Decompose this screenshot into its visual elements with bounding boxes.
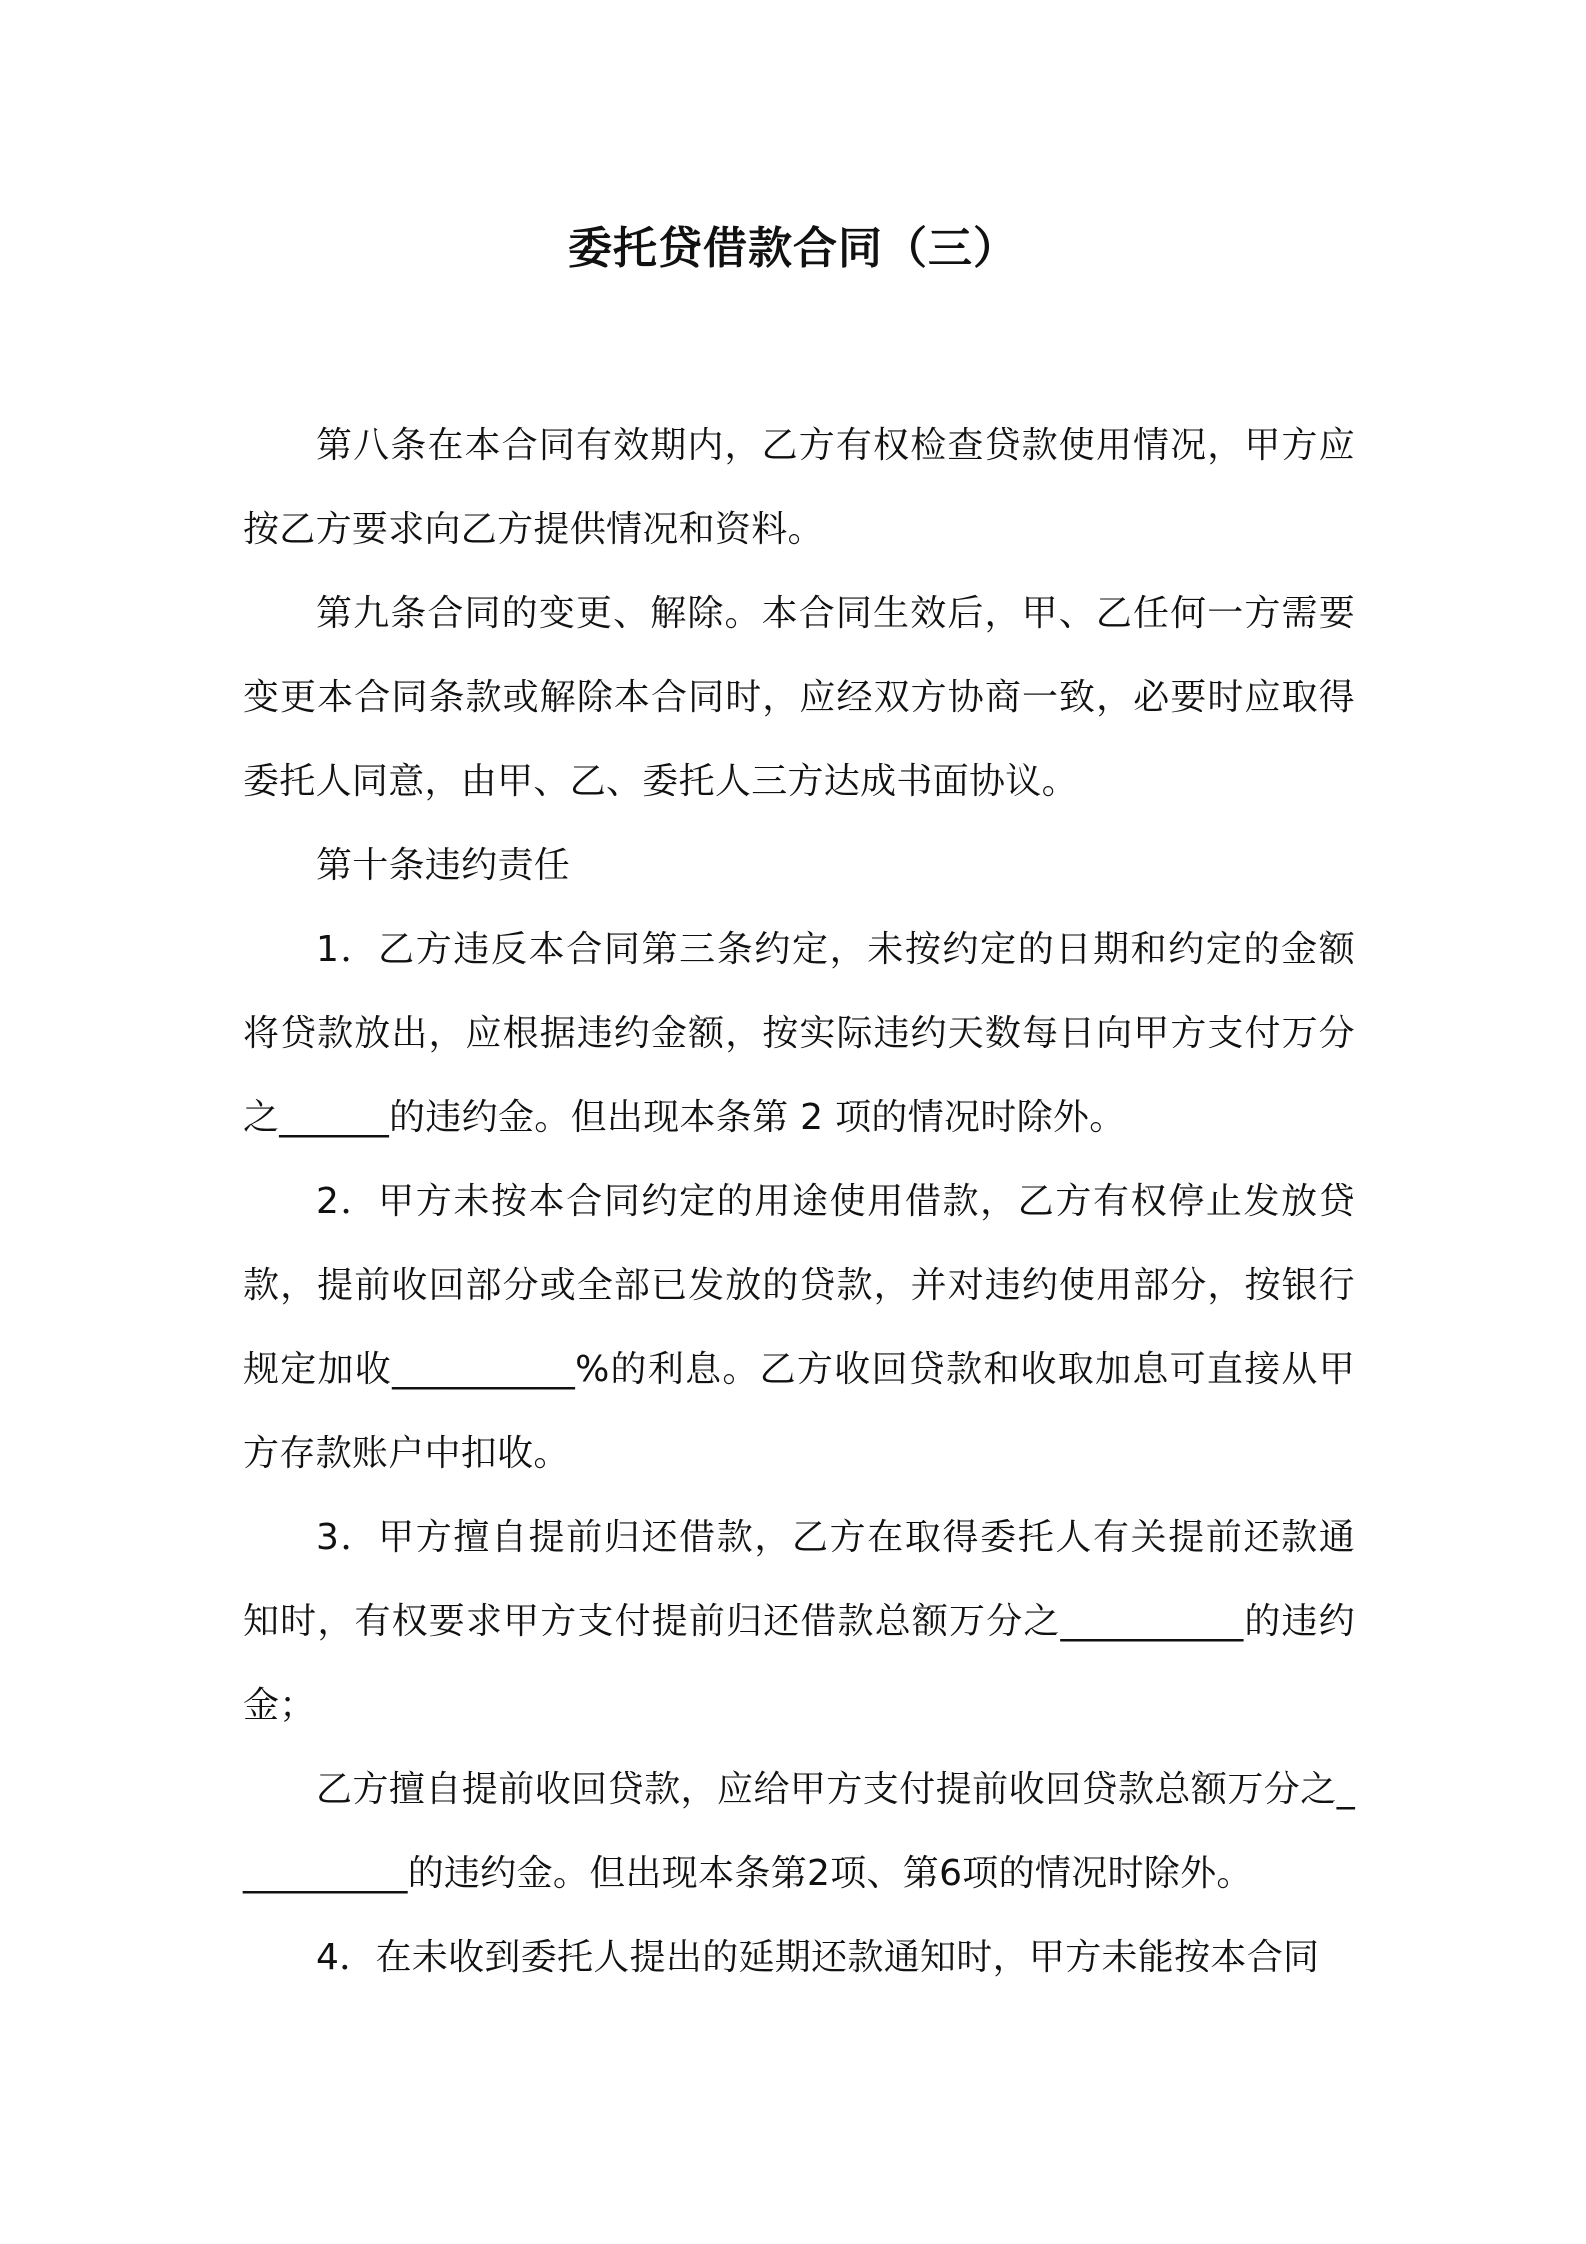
clause-10-item-2: 2．甲方未按本合同约定的用途使用借款，乙方有权停止发放贷款，提前收回部分或全部已发放的贷款，并对违约使用部分，按银行规定加收__________%的利息。乙方收回贷款和收取加息可直接从甲方存款账户中扣收。 [243, 1181, 1355, 1474]
clause-9-paragraph: 第九条合同的变更、解除。本合同生效后，甲、乙任何一方需要变更本合同条款或解除本合同时，应经双方协商一致，必要时应取得委托人同意，由甲、乙、委托人三方达成书面协议。 [243, 593, 1355, 802]
clause-10-item-3-continued: 乙方擅自提前收回贷款，应给甲方支付提前收回贷款总额万分之__________的违约金。但出现本条第2项、第6项的情况时除外。 [243, 1769, 1355, 1894]
clause-10-heading: 第十条违约责任 [316, 845, 571, 886]
clause-10-item-1: 1．乙方违反本合同第三条约定，未按约定的日期和约定的金额将贷款放出，应根据违约金额，按实际违约天数每日向甲方支付万分之______的违约金。但出现本条第 2 项的情况时除外。 [243, 929, 1355, 1138]
clause-8-paragraph: 第八条在本合同有效期内，乙方有权检查贷款使用情况，甲方应按乙方要求向乙方提供情况和资料。 [243, 425, 1355, 550]
clause-10-item-3: 3．甲方擅自提前归还借款，乙方在取得委托人有关提前还款通知时，有权要求甲方支付提前归还借款总额万分之__________的违约金； [243, 1517, 1355, 1726]
clause-10-item-4: 4．在未收到委托人提出的延期还款通知时，甲方未能按本合同 [316, 1937, 1320, 1978]
document-body [243, 404, 1355, 2000]
document-title: 委托贷借款合同（三） [568, 223, 1018, 274]
